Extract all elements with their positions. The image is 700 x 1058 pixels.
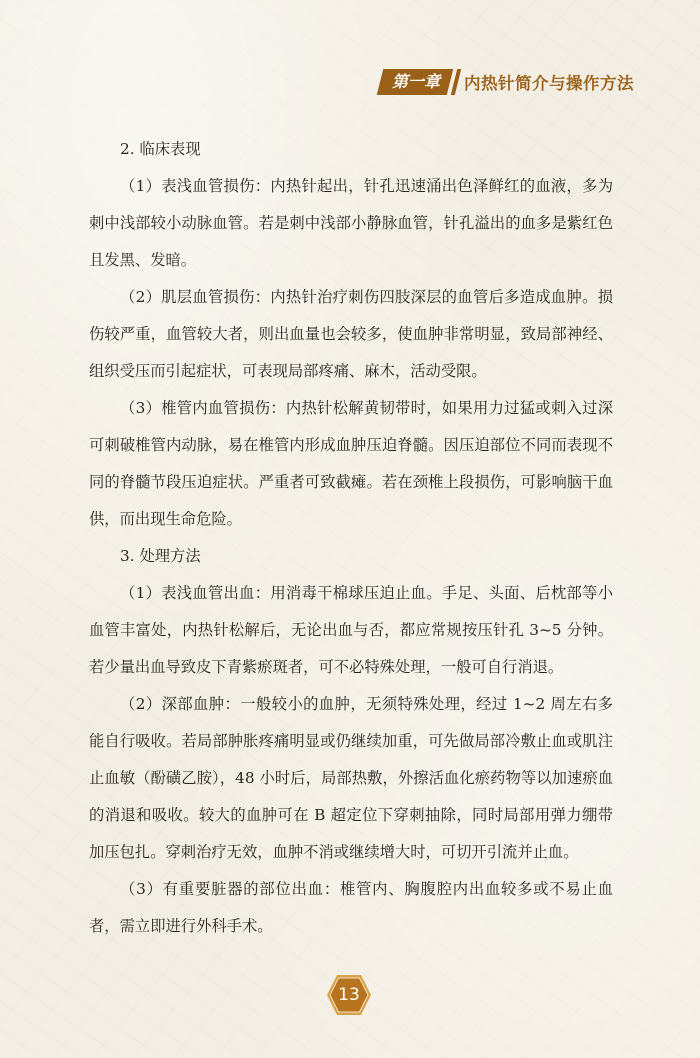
paragraph: （1）表浅血管出血：用消毒干棉球压迫止血。手足、头面、后枕部等小血管丰富处，内热针松解后，无论出血与否，都应常规按压针孔 3~5 分钟。若少量出血导致皮下青紫瘀斑者，可不必特殊处理，一般可自行消退。 [89,584,613,676]
body-text [89,131,613,945]
paragraph: （1）表浅血管损伤：内热针起出，针孔迅速涌出色泽鲜红的血液，多为刺中浅部较小动脉血管。若是刺中浅部小静脉血管，针孔溢出的血多是紫红色且发黑、发暗。 [89,177,613,269]
paragraph: （3）有重要脏器的部位出血：椎管内、胸腹腔内出血较多或不易止血者，需立即进行外科手术。 [89,880,613,935]
paragraph: （3）椎管内血管损伤：内热针松解黄韧带时，如果用力过猛或刺入过深可刺破椎管内动脉，易在椎管内形成血肿压迫脊髓。因压迫部位不同而表现不同的脊髓节段压迫症状。严重者可致截瘫。若在颈椎上段损伤，可影响脑干血供，而出现生命危险。 [89,399,613,528]
chapter-label: 第一章 [391,72,440,91]
paragraph: （2）深部血肿：一般较小的血肿，无须特殊处理，经过 1~2 周左右多能自行吸收。若局部肿胀疼痛明显或仍继续加重，可先做局部冷敷止血或肌注止血敏（酚磺乙胺），48 小时后，局部热敷，外擦活血化瘀药物等以加速瘀血的消退和吸收。较大的血肿可在 B 超定位下穿刺抽除，同时局部用弹力绷带加压包扎。穿刺治疗无效，血肿不消或继续增大时，可切开引流并止血。 [89,695,613,861]
header-divider [451,69,461,95]
chapter-title: 内热针简介与操作方法 [464,74,634,93]
page-header [380,68,634,96]
page-number: 13 [338,985,360,1005]
paragraph: （2）肌层血管损伤：内热针治疗刺伤四肢深层的血管后多造成血肿。损伤较严重，血管较大者，则出血量也会较多，使血肿非常明显，致局部神经、组织受压而引起症状，可表现局部疼痛、麻木，活动受限。 [89,288,613,380]
section-heading: 3. 处理方法 [120,547,201,565]
section-heading: 2. 临床表现 [120,140,201,158]
chapter-tag [377,69,453,95]
